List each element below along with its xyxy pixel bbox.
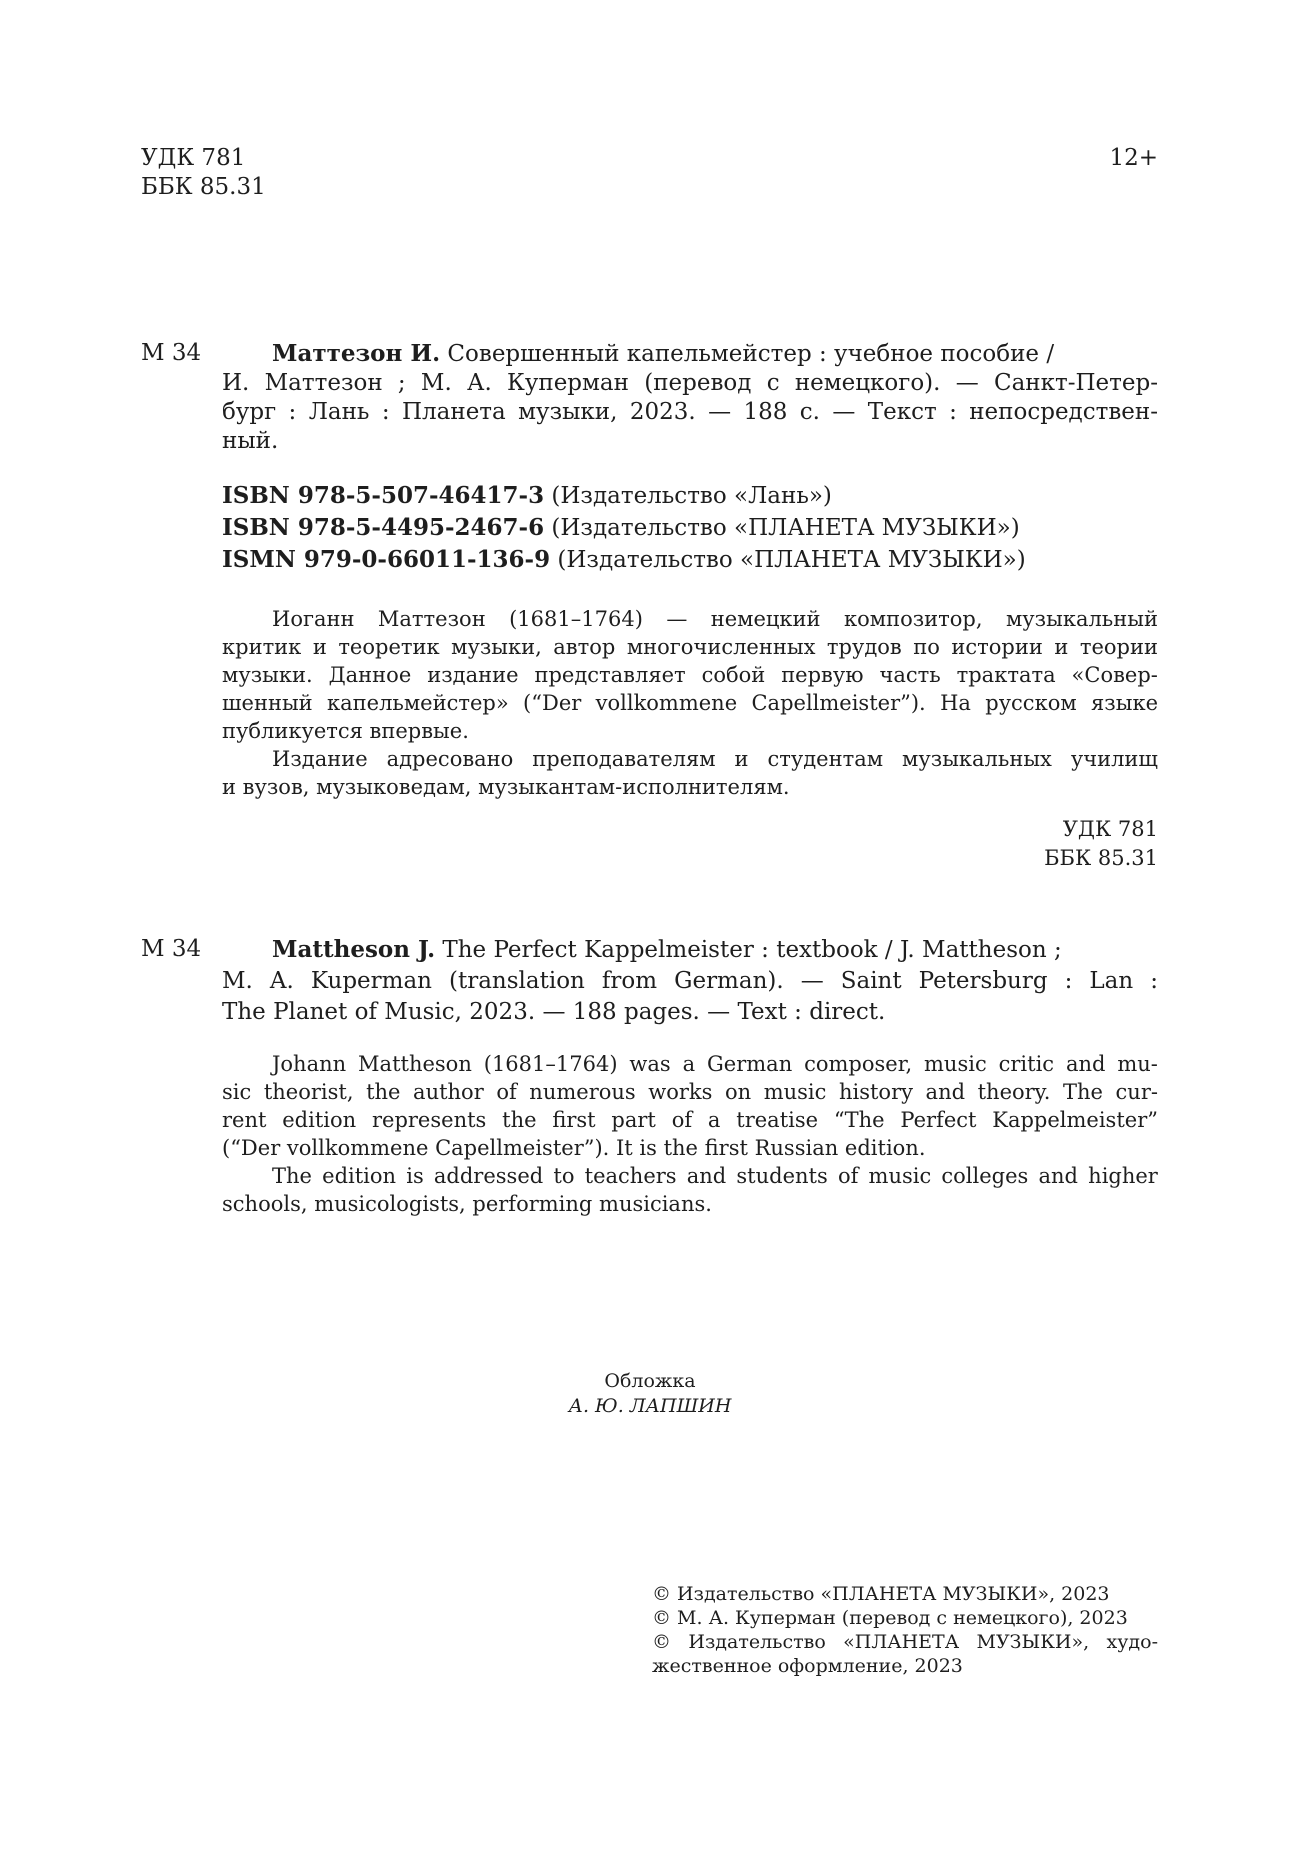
ru-desc-line bbox=[222, 369, 1158, 398]
word: адресовано bbox=[386, 747, 514, 771]
word: works bbox=[648, 1080, 713, 1104]
word: (1681–1764) bbox=[483, 1052, 618, 1076]
word: Mattheson bbox=[358, 1052, 472, 1076]
word: Санкт-Петер- bbox=[993, 370, 1158, 396]
word: Perfect bbox=[900, 1108, 977, 1132]
word: шенный bbox=[222, 691, 313, 715]
word: cur- bbox=[1115, 1080, 1158, 1104]
ru-title-start: Совершенный капельмейстер : учебное пособие / bbox=[440, 341, 1055, 367]
word: капельмейстер» bbox=[327, 691, 509, 715]
word: from bbox=[601, 968, 658, 994]
ru-annotation-line bbox=[222, 605, 1158, 633]
word: critic bbox=[998, 1052, 1055, 1076]
word: Kuperman bbox=[310, 968, 432, 994]
word: музыкальных bbox=[902, 747, 1052, 771]
word: языке bbox=[1091, 691, 1158, 715]
ru-annotation-line bbox=[222, 661, 1158, 689]
word: German bbox=[707, 1052, 793, 1076]
word: mu- bbox=[1117, 1052, 1158, 1076]
isbn-number: ISBN 978-5-4495-2467-6 bbox=[222, 514, 545, 541]
word: numerous bbox=[529, 1080, 636, 1104]
ru-annotation bbox=[222, 605, 1158, 801]
word: 2023. bbox=[629, 399, 696, 425]
ru-annotation-line bbox=[222, 633, 1158, 661]
word: represents bbox=[371, 1108, 487, 1132]
word: — bbox=[800, 968, 824, 994]
ru-desc-line bbox=[222, 398, 1158, 427]
word: многочисленных bbox=[626, 635, 816, 659]
word: edition bbox=[282, 1108, 357, 1132]
word: часть bbox=[879, 663, 941, 687]
word: Маттезон bbox=[264, 370, 383, 396]
isbn-publisher: (Издательство «ПЛАНЕТА МУЗЫКИ») bbox=[544, 515, 1020, 541]
word: and bbox=[1038, 1164, 1078, 1188]
word: author bbox=[413, 1080, 484, 1104]
word: : bbox=[1150, 968, 1158, 994]
word: ; bbox=[397, 370, 406, 396]
udk-code: УДК 781 bbox=[1062, 817, 1158, 841]
ismn-line bbox=[222, 544, 1026, 576]
word: is bbox=[406, 1164, 424, 1188]
word: Планета bbox=[401, 399, 506, 425]
age-rating: 12+ bbox=[1109, 145, 1158, 171]
word: treatise bbox=[736, 1108, 819, 1132]
copyright-line bbox=[652, 1630, 1158, 1654]
word: с bbox=[766, 370, 780, 396]
word: : bbox=[381, 399, 390, 425]
word: немецкий bbox=[710, 607, 821, 631]
ru-author-code: М 34 bbox=[141, 340, 202, 366]
word: издание bbox=[427, 663, 519, 687]
en-annotation bbox=[222, 1050, 1158, 1218]
word: colleges bbox=[941, 1164, 1029, 1188]
word: of bbox=[837, 1164, 859, 1188]
ru-annotation-line bbox=[222, 689, 1158, 717]
copyright-block bbox=[652, 1582, 1158, 1678]
word: бург bbox=[222, 399, 277, 425]
word: Текст bbox=[867, 399, 937, 425]
word: a bbox=[707, 1108, 721, 1132]
word: vollkommene bbox=[595, 691, 738, 715]
word: и bbox=[1054, 635, 1069, 659]
word: студентам bbox=[767, 747, 884, 771]
isbn-line bbox=[222, 512, 1026, 544]
word: and bbox=[1065, 1052, 1106, 1076]
word: Petersburg bbox=[918, 968, 1048, 994]
word: (перевод bbox=[644, 370, 752, 396]
word: students bbox=[736, 1164, 828, 1188]
isbn-line bbox=[222, 480, 1026, 512]
word: rent bbox=[222, 1108, 267, 1132]
word: : bbox=[949, 399, 957, 425]
en-desc-line bbox=[222, 934, 1158, 966]
word: и bbox=[312, 635, 327, 659]
word: theorist, bbox=[263, 1080, 354, 1104]
word: : bbox=[1064, 968, 1073, 994]
word: Lan bbox=[1089, 968, 1134, 994]
ru-annotation-line: и вузов, музыковедам, музыкантам-исполнителям. bbox=[222, 775, 790, 799]
isbn-number: ISBN 978-5-507-46417-3 bbox=[222, 482, 545, 509]
word: music bbox=[924, 1052, 987, 1076]
word: музыки. bbox=[222, 663, 313, 687]
word: music bbox=[763, 1080, 827, 1104]
word: © bbox=[652, 1631, 671, 1653]
word: Saint bbox=[840, 968, 902, 994]
word: по bbox=[913, 635, 940, 659]
word: sic bbox=[222, 1080, 252, 1104]
bbk-code: ББК 85.31 bbox=[1044, 846, 1158, 870]
word: to bbox=[553, 1164, 575, 1188]
word: немецкого). bbox=[794, 370, 941, 396]
word: 188 bbox=[743, 399, 788, 425]
word: German). bbox=[674, 968, 784, 994]
en-annotation-line: schools, musicologists, performing musicians. bbox=[222, 1192, 712, 1216]
word: composer, bbox=[804, 1052, 913, 1076]
word: — bbox=[708, 399, 732, 425]
word: a bbox=[682, 1052, 696, 1076]
ismn-number: ISMN 979-0-66011-136-9 bbox=[222, 546, 551, 573]
word: of bbox=[671, 1108, 693, 1132]
word: музыкальный bbox=[1005, 607, 1158, 631]
word: : bbox=[288, 399, 297, 425]
udk-code: УДК 781 bbox=[141, 145, 246, 171]
en-bibliographic-description bbox=[222, 934, 1158, 1028]
word: edition bbox=[322, 1164, 397, 1188]
word: of bbox=[496, 1080, 517, 1104]
en-author-code: M 34 bbox=[141, 936, 202, 962]
word: М. bbox=[420, 370, 452, 396]
word: представляет bbox=[534, 663, 686, 687]
ru-bibliographic-description bbox=[222, 339, 1158, 456]
bbk-code: ББК 85.31 bbox=[141, 174, 266, 200]
word: теоретик bbox=[338, 635, 440, 659]
top-classification bbox=[141, 144, 266, 202]
word: автор bbox=[553, 635, 616, 659]
en-desc-line: The Planet of Music, 2023. — 188 pages. — Text : direct. bbox=[222, 999, 886, 1025]
en-annotation-line bbox=[222, 1050, 1158, 1078]
word: Иоганн bbox=[272, 607, 355, 631]
word: Маттезон bbox=[377, 607, 486, 631]
ru-annotation-line: публикуется впервые. bbox=[222, 719, 469, 743]
ru-author: Маттезон И. bbox=[272, 340, 441, 367]
word: was bbox=[629, 1052, 671, 1076]
copyright-line: © М. А. Куперман (перевод с немецкого), 2023 bbox=[652, 1607, 1128, 1629]
word: критик bbox=[222, 635, 302, 659]
word: and bbox=[686, 1164, 727, 1188]
word: “The bbox=[833, 1108, 885, 1132]
word: and bbox=[925, 1080, 966, 1104]
word: history bbox=[838, 1080, 913, 1104]
word: — bbox=[666, 607, 688, 631]
word: first bbox=[552, 1108, 596, 1132]
ru-desc-line bbox=[222, 339, 1158, 369]
word: худо- bbox=[1106, 1631, 1158, 1653]
word: трудов bbox=[826, 635, 902, 659]
word: собой bbox=[701, 663, 766, 687]
word: (“Der bbox=[523, 691, 582, 715]
en-desc-line bbox=[222, 966, 1158, 997]
en-annotation-line: (“Der vollkommene Capellmeister”). It is the first Russian edition. bbox=[222, 1136, 926, 1160]
en-annotation-line bbox=[222, 1106, 1158, 1134]
word: Johann bbox=[272, 1052, 347, 1076]
word: непосредствен- bbox=[969, 399, 1158, 425]
word: и bbox=[734, 747, 749, 771]
isbn-publisher: (Издательство «Лань») bbox=[544, 483, 832, 509]
word: Куперман bbox=[507, 370, 629, 396]
copyright-line: жественное оформление, 2023 bbox=[652, 1655, 963, 1677]
word: «ПЛАНЕТА bbox=[843, 1631, 960, 1653]
word: композитор, bbox=[843, 607, 983, 631]
word: part bbox=[611, 1108, 656, 1132]
word: Данное bbox=[328, 663, 412, 687]
word: The bbox=[272, 1164, 312, 1188]
word: истории bbox=[951, 635, 1043, 659]
en-author: Mattheson J. bbox=[272, 936, 436, 963]
ru-annotation-line bbox=[222, 745, 1158, 773]
ru-classification bbox=[1044, 815, 1158, 873]
word: Издание bbox=[272, 747, 368, 771]
word: M. bbox=[222, 968, 253, 994]
cover-artist: А. Ю. ЛАПШИН bbox=[568, 1395, 732, 1417]
word: the bbox=[502, 1108, 537, 1132]
word: МУЗЫКИ», bbox=[976, 1631, 1090, 1653]
word: on bbox=[724, 1080, 752, 1104]
word: A. bbox=[269, 968, 294, 994]
en-annotation-line bbox=[222, 1078, 1158, 1106]
word: русском bbox=[985, 691, 1077, 715]
word: (translation bbox=[449, 968, 585, 994]
word: преподавателям bbox=[532, 747, 716, 771]
copyright-line: © Издательство «ПЛАНЕТА МУЗЫКИ», 2023 bbox=[652, 1583, 1110, 1605]
ru-desc-line: ный. bbox=[222, 428, 279, 454]
word: Capellmeister”). bbox=[751, 691, 926, 715]
en-annotation-line bbox=[222, 1162, 1158, 1190]
word: А. bbox=[467, 370, 492, 396]
word: teachers bbox=[584, 1164, 677, 1188]
word: музыки, bbox=[451, 635, 542, 659]
word: addressed bbox=[433, 1164, 544, 1188]
word: музыки, bbox=[518, 399, 618, 425]
word: «Совер- bbox=[1071, 663, 1158, 687]
word: Лань bbox=[308, 399, 370, 425]
word: — bbox=[955, 370, 979, 396]
word: первую bbox=[781, 663, 864, 687]
en-title-start: The Perfect Kappelmeister : textbook / J. Mattheson ; bbox=[435, 937, 1062, 963]
word: higher bbox=[1088, 1164, 1158, 1188]
word: На bbox=[940, 691, 971, 715]
isbn-list bbox=[222, 480, 1026, 576]
word: Kappelmeister” bbox=[992, 1108, 1158, 1132]
word: с. bbox=[799, 399, 820, 425]
cover-credit bbox=[0, 1369, 1300, 1419]
word: Издательство bbox=[688, 1631, 826, 1653]
word: теории bbox=[1079, 635, 1158, 659]
word: И. bbox=[222, 370, 250, 396]
word: (1681–1764) bbox=[509, 607, 643, 631]
cover-label: Обложка bbox=[604, 1370, 696, 1392]
word: the bbox=[366, 1080, 401, 1104]
word: училищ bbox=[1070, 747, 1158, 771]
isbn-publisher: (Издательство «ПЛАНЕТА МУЗЫКИ») bbox=[550, 547, 1026, 573]
word: music bbox=[868, 1164, 932, 1188]
word: — bbox=[832, 399, 856, 425]
word: трактата bbox=[956, 663, 1056, 687]
word: theory. bbox=[977, 1080, 1051, 1104]
word: The bbox=[1063, 1080, 1103, 1104]
